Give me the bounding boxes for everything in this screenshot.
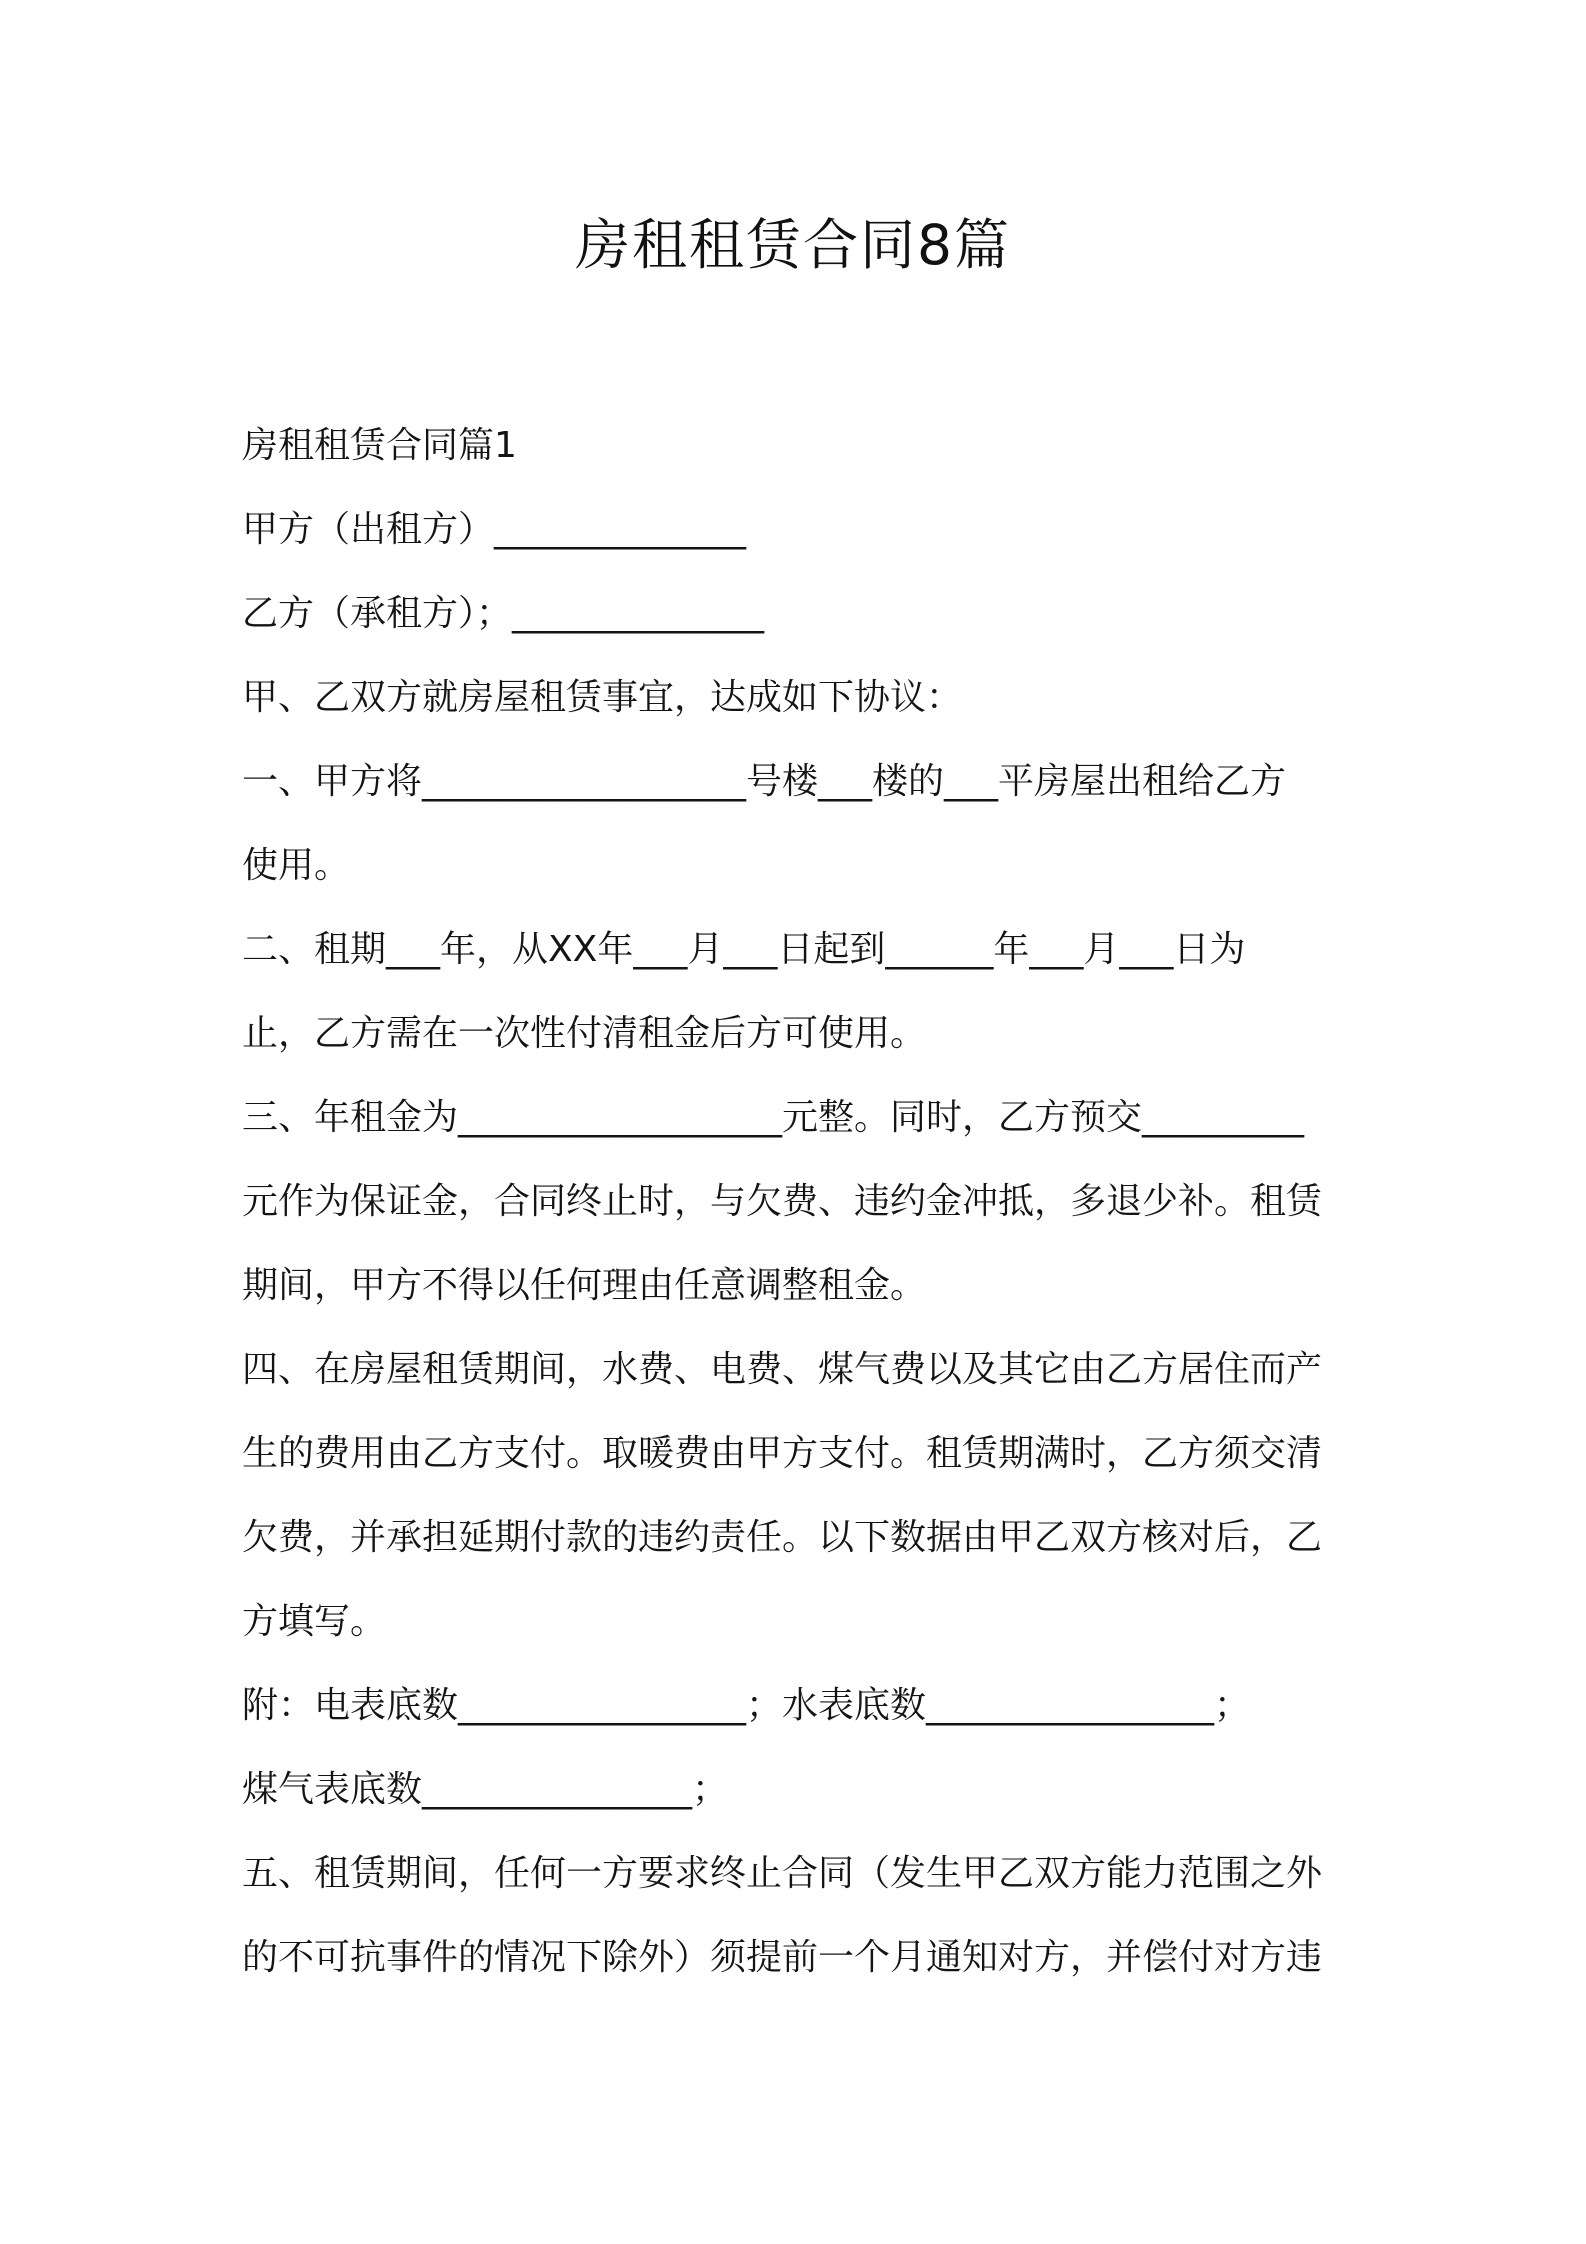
clause-3-line-2: 元作为保证金，合同终止时，与欠费、违约金冲抵，多退少补。租赁	[242, 1181, 1323, 1222]
section-heading: 房租租赁合同篇1	[242, 425, 517, 466]
clause-4-line-2: 生的费用由乙方支付。取暖费由甲方支付。租赁期满时，乙方须交清	[242, 1433, 1323, 1474]
document-title: 房租租赁合同8篇	[575, 213, 1011, 277]
meter-readings-line-2: 煤气表底数_______________；	[242, 1769, 729, 1810]
clause-5-line-1: 五、租赁期间，任何一方要求终止合同（发生甲乙双方能力范围之外	[242, 1853, 1323, 1894]
agreement-intro: 甲、乙双方就房屋租赁事宜，达成如下协议：	[242, 677, 963, 718]
clause-1-line-2: 使用。	[242, 845, 351, 886]
party-a-line: 甲方（出租方）______________	[242, 509, 747, 550]
meter-readings-line-1: 附：电表底数________________；水表底数________________；	[242, 1685, 1251, 1726]
clause-5-line-2: 的不可抗事件的情况下除外）须提前一个月通知对方，并偿付对方违	[242, 1937, 1323, 1978]
clause-2-line-2: 止，乙方需在一次性付清租金后方可使用。	[242, 1013, 927, 1054]
clause-3-line-1: 三、年租金为__________________元整。同时，乙方预交_________	[242, 1097, 1305, 1138]
clause-3-line-3: 期间，甲方不得以任何理由任意调整租金。	[242, 1265, 927, 1306]
clause-4-line-3: 欠费，并承担延期付款的违约责任。以下数据由甲乙双方核对后，乙	[242, 1517, 1323, 1558]
contract-body	[242, 404, 1360, 2000]
clause-4-line-4: 方填写。	[242, 1601, 387, 1642]
clause-2-line-1: 二、租期___年，从XX年___月___日起到______年___月___日为	[242, 929, 1246, 970]
clause-4-line-1: 四、在房屋租赁期间，水费、电费、煤气费以及其它由乙方居住而产	[242, 1349, 1323, 1390]
party-b-line: 乙方（承租方）；______________	[242, 593, 765, 634]
clause-1-line-1: 一、甲方将__________________号楼___楼的___平房屋出租给乙方	[242, 761, 1287, 802]
